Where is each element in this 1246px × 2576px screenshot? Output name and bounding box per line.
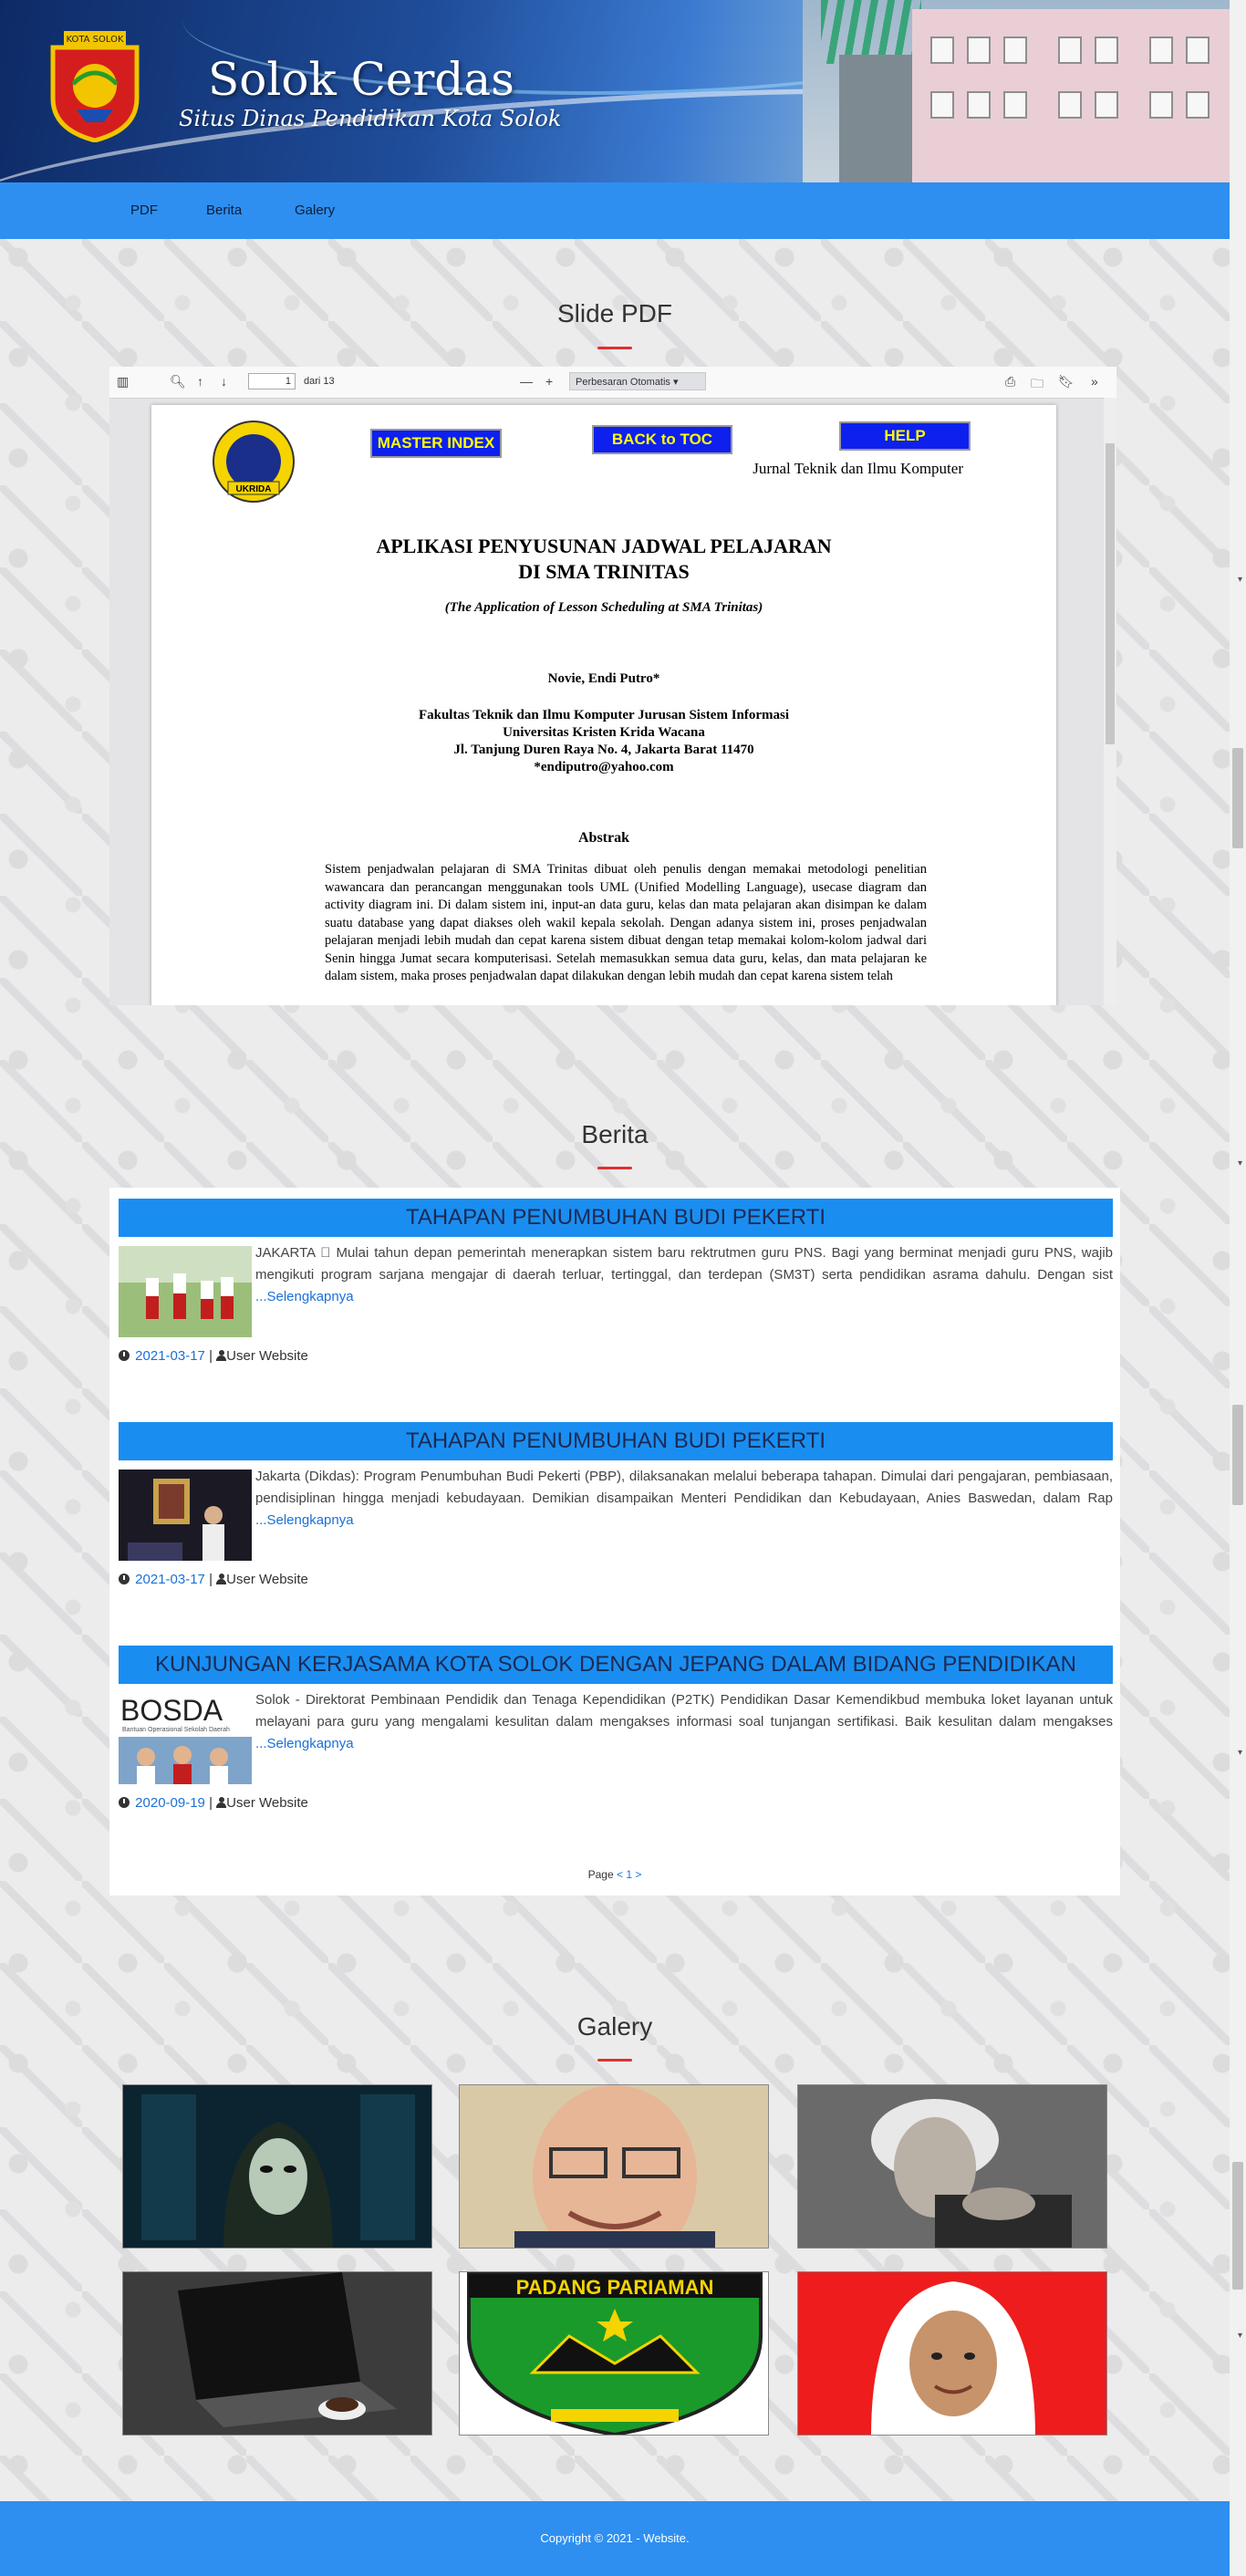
scroll-thumb[interactable] — [1232, 748, 1243, 848]
building-window — [1058, 36, 1082, 64]
user-icon — [216, 1797, 226, 1808]
news-excerpt — [255, 1242, 1113, 1308]
pdf-toolbar — [109, 367, 1116, 399]
pdf-page — [151, 405, 1056, 1005]
building-window — [1149, 36, 1173, 64]
section-title-pdf: Slide PDF — [556, 299, 673, 327]
news-excerpt — [255, 1689, 1113, 1755]
help-button[interactable]: HELP — [839, 421, 971, 451]
page-count: dari 13 — [304, 376, 335, 387]
print-icon[interactable]: ⎙ — [1005, 374, 1016, 389]
section-underline — [597, 2059, 632, 2062]
building-window — [1149, 91, 1173, 119]
pagination-links[interactable]: < 1 > — [617, 1868, 642, 1881]
user-icon — [216, 1350, 226, 1361]
news-date[interactable]: 2021-03-17 — [135, 1348, 205, 1364]
section-title-berita: Berita — [581, 1120, 649, 1148]
tools-icon[interactable]: » — [1091, 374, 1098, 389]
section-underline — [597, 1167, 632, 1169]
next-page-icon[interactable]: ↓ — [221, 374, 227, 389]
footer — [0, 2501, 1230, 2576]
zoom-select[interactable]: Perbesaran Otomatis ▾ — [569, 372, 706, 390]
building-side — [839, 55, 921, 182]
back-to-toc-button[interactable]: BACK to TOC — [592, 425, 732, 454]
clock-icon — [119, 1797, 130, 1808]
news-thumbnail[interactable] — [119, 1246, 252, 1337]
section-title-galery: Galery — [576, 2012, 653, 2041]
read-more-link[interactable]: ...Selengkapnya — [255, 1289, 354, 1304]
news-excerpt-text: Solok - Direktorat Pembinaan Pendidik dan Tenaga Kependidikan (P2TK) Pendidikan Dasar Kemendikbud membuka loket layanan untuk melayani para guru yang mengalami kesulitan dalam mengakses informasi soal tunjangan sertifikasi. Baik kesulitan dalam mengakses — [255, 1692, 1113, 1729]
journal-name: Jurnal Teknik dan Ilmu Komputer — [753, 460, 963, 477]
abstract-heading: Abstrak — [577, 830, 629, 846]
chevron-down-icon[interactable]: ▾ — [1237, 575, 1242, 585]
zoom-in-icon[interactable]: + — [545, 374, 554, 389]
chevron-down-icon[interactable]: ▾ — [1237, 1158, 1242, 1169]
header-banner — [0, 0, 1230, 182]
zoom-select-value: Perbesaran Otomatis — [576, 377, 670, 388]
gallery-image[interactable] — [122, 2271, 432, 2436]
paper-title-line1: APLIKASI PENYUSUNAN JADWAL PELAJARAN — [376, 535, 832, 557]
pdf-viewer[interactable] — [109, 367, 1116, 1005]
news-item — [119, 1422, 1113, 1605]
building-window — [1095, 36, 1118, 64]
logo-text: KOTA SOLOK — [66, 35, 124, 45]
news-meta: 2020-09-19 | User Website — [119, 1795, 308, 1811]
bosda-text: BOSDA — [120, 1694, 223, 1727]
building-window — [930, 36, 954, 64]
bosda-sub: Bantuan Operasional Sekolah Daerah — [122, 1727, 230, 1733]
news-meta: 2021-03-17 | User Website — [119, 1348, 308, 1364]
building-window — [1058, 91, 1082, 119]
ukrida-logo-label: UKRIDA — [235, 484, 272, 494]
section-underline — [597, 347, 632, 349]
search-icon[interactable]: 🔍︎ — [170, 374, 186, 389]
paper-subtitle: (The Application of Lesson Scheduling at SMA Trinitas) — [444, 600, 763, 615]
pdf-scrollbar[interactable] — [1104, 398, 1116, 1005]
pagination-label: Page — [587, 1868, 614, 1881]
nav-link-pdf[interactable]: PDF — [130, 203, 158, 218]
gallery-image-laptop — [123, 2272, 432, 2436]
clock-icon — [119, 1574, 130, 1584]
building-window — [930, 91, 954, 119]
page-number-input[interactable]: 1 — [248, 373, 296, 390]
nav-link-galery[interactable]: Galery — [295, 203, 336, 218]
page-scrollbar[interactable] — [1230, 0, 1246, 2576]
gallery-image-portrait-man — [460, 2085, 769, 2249]
news-excerpt-text: Jakarta (Dikdas): Program Penumbuhan Budi Pekerti (PBP), dilaksanakan melalui beberapa tahapan. Dimulai dari pengajaran, pembiasaan, pendisiplinan hingga menjadi kebudayaan. Demikian disampaikan Menteri Pendidikan dan Kebudayaan, Anies Baswedan, dalam Rap — [255, 1469, 1113, 1506]
clock-icon — [119, 1350, 130, 1361]
copyright-text: Copyright © 2021 - Website. — [540, 2531, 690, 2545]
news-date[interactable]: 2021-03-17 — [135, 1572, 205, 1587]
paper-title-line2: DI SMA TRINITAS — [518, 560, 690, 583]
gallery-image-portrait-girl — [798, 2272, 1107, 2436]
news-title[interactable]: TAHAPAN PENUMBUHAN BUDI PEKERTI — [119, 1422, 1113, 1460]
news-thumbnail[interactable] — [119, 1470, 252, 1561]
site-subtitle: Situs Dinas Pendidikan Kota Solok — [179, 106, 562, 131]
building-window — [967, 91, 991, 119]
master-index-button[interactable]: MASTER INDEX — [370, 429, 502, 458]
gallery-image-padang-pariaman-emblem — [460, 2272, 769, 2436]
news-author: User Website — [226, 1348, 308, 1364]
scroll-thumb[interactable] — [1232, 1405, 1243, 1505]
gallery-image[interactable] — [459, 2084, 769, 2249]
news-author: User Website — [226, 1572, 308, 1587]
news-meta: 2021-03-17 | User Website — [119, 1572, 308, 1587]
news-item — [119, 1199, 1113, 1381]
nav-link-berita[interactable]: Berita — [206, 203, 243, 218]
open-file-icon[interactable]: 🗀 — [1031, 376, 1044, 390]
chevron-down-icon[interactable]: ▾ — [1237, 2331, 1242, 2341]
news-title[interactable]: TAHAPAN PENUMBUHAN BUDI PEKERTI — [119, 1199, 1113, 1237]
navbar — [0, 182, 1230, 239]
building-window — [1186, 91, 1210, 119]
chevron-down-icon[interactable]: ▾ — [1237, 1748, 1242, 1758]
ukrida-logo — [210, 418, 297, 505]
building-window — [1003, 91, 1027, 119]
gallery-image[interactable] — [797, 2271, 1107, 2436]
news-item — [119, 1646, 1113, 1828]
zoom-out-icon[interactable]: — — [520, 374, 533, 389]
read-more-link[interactable]: ...Selengkapnya — [255, 1512, 354, 1528]
news-excerpt — [255, 1466, 1113, 1532]
gallery-image-masked-hacker — [123, 2085, 432, 2249]
paper-author: Novie, Endi Putro* — [547, 671, 660, 686]
abstract-text: Sistem penjadwalan pelajaran di SMA Trinitas dibuat oleh penulis dengan memakai metodologi penelitian wawancara dan perancangan menggunakan tools UML (Unified Modelling Language), usecase diagram dan activity diagram ini. Di dalam sistem ini, input-an data guru, kelas dan mata pelajaran akan disimpan ke dalam suatu database yang dapat diakses oleh wakil kepala sekolah. Dengan adanya sistem ini, proses penjadwalan pelajaran menjadi lebih mudah dan cepat karena sistem dibuat dengan tetap memakai kolom-kolom jadwal dari Senin hingga Jumat secara komputerisasi. Setelah memasukkan semua data guru, kelas, dan mata pelajaran ke dalam sistem, maka proses penjadwalan dapat dilakukan dengan lebih mudah dan cepat karena sistem telah — [325, 862, 927, 983]
paper-affiliation: Universitas Kristen Krida Wacana — [503, 725, 705, 740]
sidebar-toggle-icon[interactable]: ▥ — [117, 374, 130, 389]
gallery-image[interactable] — [122, 2084, 432, 2249]
news-excerpt-text: JAKARTA   Mulai tahun depan pemerintah menerapkan sistem baru rektrutmen guru PNS. Bagi yang berminat menjadi guru PNS, wajib mengikuti program sarjana mengajar di daerah terluar, tertinggal, dan terdepan (SM3T) serta pendidikan asrama dahulu. Dengan sist — [255, 1245, 1113, 1283]
gallery-image[interactable] — [797, 2084, 1107, 2249]
news-date[interactable]: 2020-09-19 — [135, 1795, 205, 1811]
building-window — [1186, 36, 1210, 64]
paper-affiliation: Fakultas Teknik dan Ilmu Komputer Jurusan Sistem Informasi — [418, 708, 790, 722]
building-window — [967, 36, 991, 64]
building-window — [1095, 91, 1118, 119]
paper-affiliation: Jl. Tanjung Duren Raya No. 4, Jakarta Barat 11470 — [453, 743, 754, 757]
building-window — [1003, 36, 1027, 64]
emblem-text: PADANG PARIAMAN — [515, 2276, 714, 2299]
news-title[interactable]: KUNJUNGAN KERJASAMA KOTA SOLOK DENGAN JEPANG DALAM BIDANG PENDIDIKAN — [119, 1646, 1113, 1684]
gallery-image-portrait-scientist — [798, 2085, 1107, 2249]
news-thumbnail[interactable] — [119, 1693, 252, 1784]
site-title: Solok Cerdas — [208, 53, 514, 106]
gallery-image[interactable] — [459, 2271, 769, 2436]
building-main — [912, 9, 1230, 182]
pagination — [109, 1868, 1120, 1881]
news-box — [109, 1188, 1120, 1896]
kota-solok-logo[interactable] — [46, 27, 144, 142]
bookmark-icon[interactable]: 🔖︎ — [1058, 374, 1075, 389]
paper-email: *endiputro@yahoo.com — [534, 760, 674, 774]
user-icon — [216, 1574, 226, 1584]
news-author: User Website — [226, 1795, 308, 1811]
read-more-link[interactable]: ...Selengkapnya — [255, 1736, 354, 1751]
previous-page-icon[interactable]: ↑ — [197, 374, 203, 389]
scroll-thumb[interactable] — [1232, 2162, 1243, 2290]
pdf-scroll-thumb[interactable] — [1106, 443, 1115, 744]
